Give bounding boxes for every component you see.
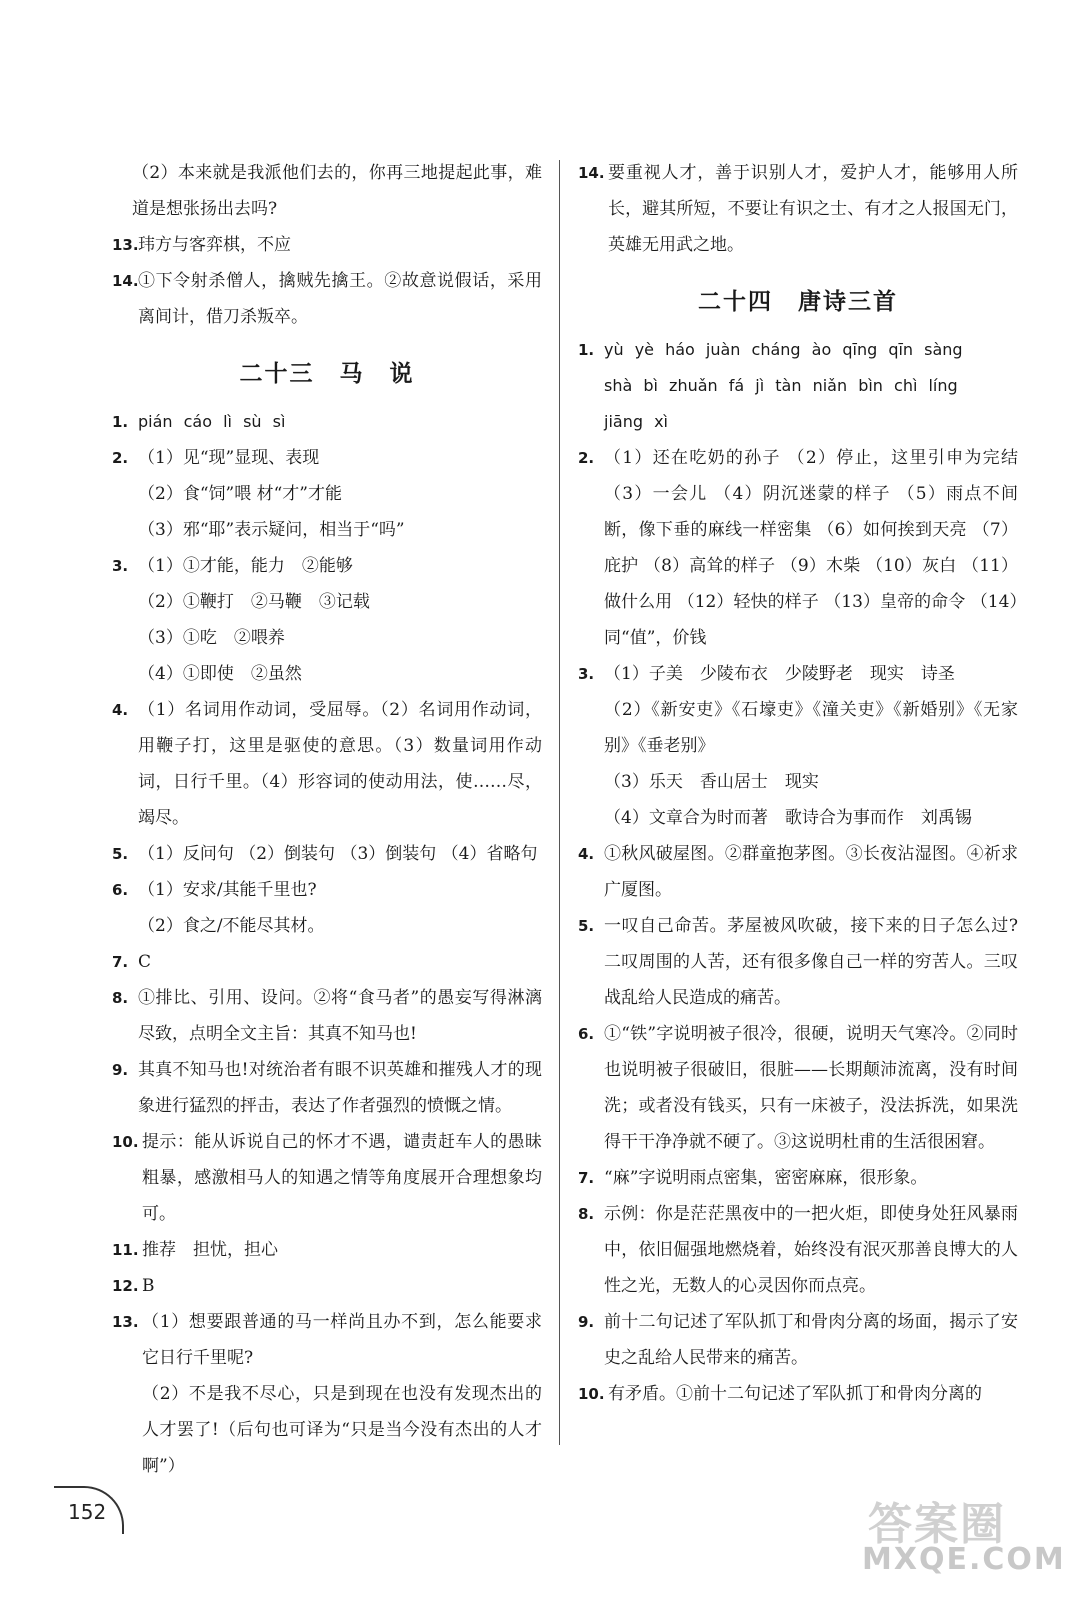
answer-12-part2: （2）本来就是我派他们去的，你再三地提起此事，难道是想张扬出去吗? <box>132 163 542 219</box>
list-item: 3. （1）①才能，能力 ②能够 （2）①鞭打 ②马鞭 ③记载 （3）①吃 ②喂养 （4）①即使 ②虽然 <box>112 556 370 684</box>
answer-14: 14. ①下令射杀僧人，擒贼先擒王。②故意说假话，采用离间计，借刀杀叛卒。 <box>112 263 542 335</box>
left-column <box>112 155 542 1484</box>
list-item: 8. ①排比、引用、设问。②将“食马者”的愚妄写得淋漓尽致，点明全文主旨：其真不知马也! <box>112 988 542 1044</box>
list-item: 10. 有矛盾。①前十二句记述了军队抓丁和骨肉分离的 <box>578 1384 982 1404</box>
list-item: 9. 前十二句记述了军队抓丁和骨肉分离的场面，揭示了安史之乱给人民带来的痛苦。 <box>578 1312 1018 1368</box>
page-number: 152 <box>68 1500 106 1524</box>
answer-13: 13. 玮方与客弈棋，不应 <box>112 227 542 263</box>
list-item: 8. 示例：你是茫茫黑夜中的一把火炬，即使身处狂风暴雨中，依旧倔强地燃烧着，始终没有泯灭那善良博大的人性之光，无数人的心灵因你而点亮。 <box>578 1204 1018 1296</box>
list-item: 1. pián cáo lì sù sì <box>112 412 286 431</box>
list-item: 13. （1）想要跟普通的马一样尚且办不到，怎么能要求它日行千里呢? （2）不是我不尽心，只是到现在也没有发现杰出的人才罢了!（后句也可译为“只是当今没有杰出的人才啊”） <box>112 1312 542 1476</box>
list-item: 4. （1）名词用作动词，受屈辱。（2）名词用作动词，用鞭子打，这里是驱使的意思。（3）数量词用作动词，日行千里。（4）形容词的使动用法，使……尽，竭尽。 <box>112 700 542 828</box>
list-item: 7. “麻”字说明雨点密集，密密麻麻，很形象。 <box>578 1168 928 1188</box>
answer-14-right: 14. 要重视人才，善于识别人才，爱护人才，能够用人所长，避其所短，不要让有识之士、有才之人报国无门，英雄无用武之地。 <box>578 163 1018 255</box>
list-item: 2. （1）见“现”显现、表现 （2）食“饲”喂 材“才”才能 （3）邪“耶”表示疑问，相当于“吗” <box>112 448 405 540</box>
list-item: 6. （1）安求/其能千里也? （2）食之/不能尽其材。 <box>112 880 325 936</box>
list-item: 5. （1）反问句 （2）倒装句 （3）倒装句 （4）省略句 <box>112 844 538 864</box>
answer-number: 13. <box>112 236 139 254</box>
list-item: 12. B <box>112 1276 155 1296</box>
list-item: 6. ①“铁”字说明被子很冷，很硬，说明天气寒冷。②同时也说明被子很破旧，很脏——长期颠沛流离，没有时间洗；或者没有钱买，只有一床被子，没法拆洗，如果洗得干干净净就不硬了。③这说明杜甫的生活很困窘。 <box>578 1024 1018 1152</box>
section-heading-23: 二十三 马 说 <box>239 361 415 387</box>
watermark-logo: 答案圈 MXQE.COM <box>862 1499 1066 1577</box>
right-column <box>578 155 1018 1412</box>
answer-number: 14. <box>112 272 139 290</box>
list-item: 2. （1）还在吃奶的孙子 （2）停止，这里引申为完结 （3）一会儿 （4）阴沉迷蒙的样子 （5）雨点不间断，像下垂的麻线一样密集 （6）如何挨到天亮 （7）庇护 （8）高耸的样子 （9）木柴 （10）灰白 （11）做什么用 （12）轻快的样子 （13）皇帝的命令 （14）同“值”，价钱 <box>578 448 1018 648</box>
section-heading-24: 二十四 唐诗三首 <box>698 289 898 315</box>
column-divider <box>559 160 560 1445</box>
list-item: 7. C <box>112 952 152 972</box>
list-item: 11. 推荐 担忧，担心 <box>112 1240 278 1260</box>
list-item: 3. （1）子美 少陵布衣 少陵野老 现实 诗圣 （2）《新安吏》《石壕吏》《潼关吏》《新婚别》《无家别》《垂老别》 （3）乐天 香山居士 现实 （4）文章合为时而著 歌诗合为事而作 刘禹锡 <box>578 664 1018 828</box>
list-item: 10. 提示：能从诉说自己的怀才不遇，谴责赶车人的愚昧粗暴，感激相马人的知遇之情等角度展开合理想象均可。 <box>112 1132 542 1224</box>
list-item: 9. 其真不知马也!对统治者有眼不识英雄和摧残人才的现象进行猛烈的抨击，表达了作者强烈的愤慨之情。 <box>112 1060 542 1116</box>
list-item: 4. ①秋风破屋图。②群童抱茅图。③长夜沾湿图。④祈求广厦图。 <box>578 844 1018 900</box>
list-item: 1. yù yè háo juàn cháng ào qīng qīn sàng shà bì zhuǎn fá jì tàn niǎn bìn chì líng jiāng xì <box>578 340 963 431</box>
list-item: 5. 一叹自己命苦。茅屋被风吹破，接下来的日子怎么过?二叹周围的人苦，还有很多像自己一样的穷苦人。三叹战乱给人民造成的痛苦。 <box>578 916 1018 1008</box>
page-number-arc <box>54 1486 124 1534</box>
